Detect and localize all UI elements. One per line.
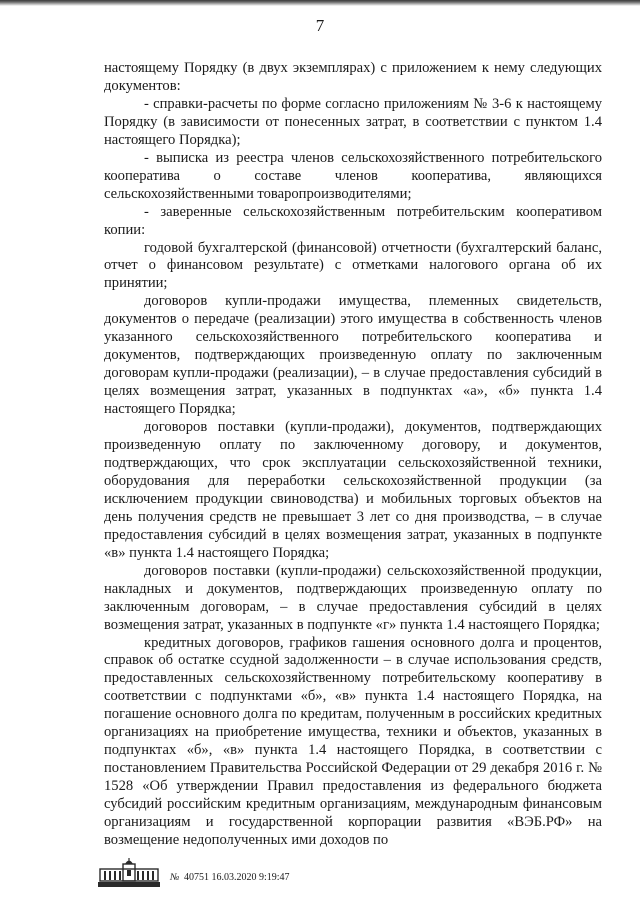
government-building-seal-icon xyxy=(96,858,162,888)
paragraph-6: договоров купли-продажи имущества, племенных свидетельств, документов о передаче (реализации) этого имущества в собственность членов указанного сельскохозяйственного потребительского кооператива и документов, подтверждающих произведенную оплату по заключенным договорам купли-продажи (реализации), – в случае предоставления субсидий в целях возмещения затрат, указанных в подпунктах «а», «б» пункта 1.4 настоящего Порядка; xyxy=(104,293,602,418)
page-number: 7 xyxy=(315,16,325,35)
paragraph-3: - выписка из реестра членов сельскохозяйственного потребительского кооператива о составе членов кооператива, являющихся сельскохозяйственными товаропроизводителями; xyxy=(104,149,602,202)
paragraph-7: договоров поставки (купли-продажи), документов, подтверждающих произведенную оплату по заключенному договору, и документов, подтверждающих, что срок эксплуатации сельскохозяйственной техники, оборудования для переработки сельскохозяйственной продукции (за исключением продукции свиноводства) и мобильных торговых объектов на день получения средств не превышает 3 лет со дня производства, – в случае предоставления субсидий в целях возмещения затрат, указанных в подпункте «в» пункта 1.4 настоящего Порядка; xyxy=(104,419,602,561)
paragraph-9: кредитных договоров, графиков гашения основного долга и процентов, справок об остатке ссудной задолженности – в случае использования средств, предоставленных сельскохозяйственному потребительскому кооперативу в соответствии с подпунктами «б», «в» пункта 1.4 настоящего Порядка, на погашение основного долга по кредитам, полученным в российских кредитных организациях на приобретение имущества, техники и объектов, указанных в подпунктах «б», «в» пункта 1.4 настоящего Порядка, в соответствии с постановлением Правительства Российской Федерации от 29 декабря 2016 г. № 1528 «Об утверждении Правил предоставления из федерального бюджета субсидий российским кредитным организациям, международным финансовым организациям и государственной корпорации развития «ВЭБ.РФ» на возмещение недополученных ими доходов по xyxy=(104,634,602,848)
paragraph-2: - справки-расчеты по форме согласно приложениям № 3-6 к настоящему Порядку (в зависимости от понесенных затрат, в соответствии с пунктом 1.4 настоящего Порядка); xyxy=(104,95,602,148)
paragraph-4: - заверенные сельскохозяйственным потребительским кооперативом копии: xyxy=(104,203,602,238)
registration-stamp xyxy=(170,872,290,883)
number-sign: № xyxy=(170,872,180,883)
scan-edge xyxy=(0,0,640,6)
document-body xyxy=(104,60,602,850)
paragraph-5: годовой бухгалтерской (финансовой) отчетности (бухгалтерский баланс, отчет о финансовом результате) с отметками налогового органа об их принятии; xyxy=(104,239,602,292)
paragraph-8: договоров поставки (купли-продажи) сельскохозяйственной продукции, накладных и документов, подтверждающих произведенную оплату по заключенным договорам, – в случае предоставления субсидий в целях возмещения затрат, указанных в подпункте «г» пункта 1.4 настоящего Порядка; xyxy=(104,562,602,633)
paragraph-1: настоящему Порядку (в двух экземплярах) с приложением к нему следующих документов: xyxy=(104,60,602,94)
stamp-text: 40751 16.03.2020 9:19:47 xyxy=(183,872,290,883)
footer xyxy=(96,858,396,888)
